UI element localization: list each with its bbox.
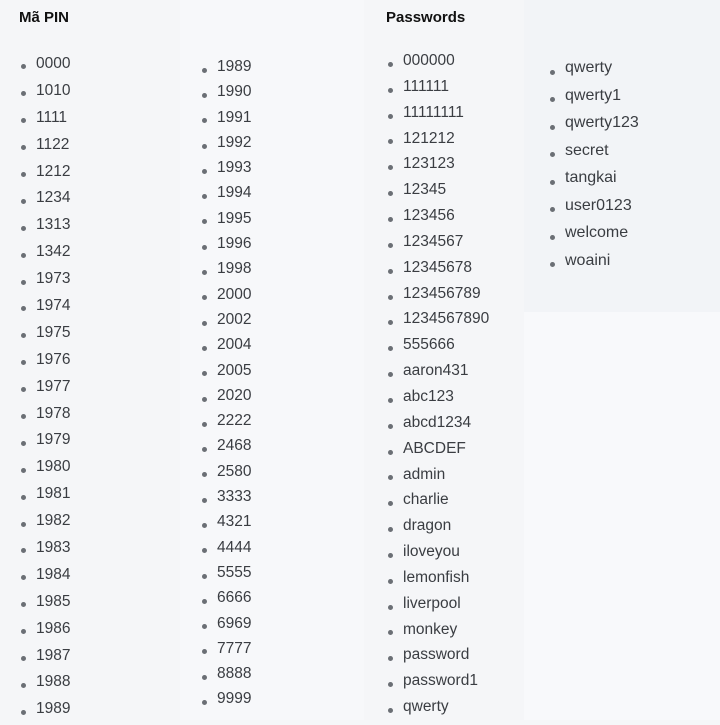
list-item: 4321 — [200, 512, 251, 537]
list-item: 0000 — [19, 53, 70, 80]
list-item: monkey — [386, 620, 489, 646]
list-item: 1984 — [19, 564, 70, 591]
list-item: 4444 — [200, 538, 251, 563]
list-item: lemonfish — [386, 568, 489, 594]
list-item: 1992 — [200, 133, 251, 158]
list-item: qwerty — [548, 58, 639, 86]
list-item: 1987 — [19, 645, 70, 672]
list-item: 1980 — [19, 456, 70, 483]
list-item: password — [386, 645, 489, 671]
list-item: 1975 — [19, 322, 70, 349]
list-item: iloveyou — [386, 542, 489, 568]
list-item: 1989 — [19, 698, 70, 725]
list-item: qwerty123 — [548, 113, 639, 141]
list-item: 123123 — [386, 154, 489, 180]
list-item: 1342 — [19, 241, 70, 268]
list-item: 1234567 — [386, 232, 489, 258]
list-item: secret — [548, 141, 639, 169]
list-item: admin — [386, 465, 489, 491]
list-item: 1976 — [19, 349, 70, 376]
list-item: 1994 — [200, 183, 251, 208]
list-item: 1979 — [19, 429, 70, 456]
list-item: 555666 — [386, 335, 489, 361]
list-item: 7777 — [200, 639, 251, 664]
list-item: 1010 — [19, 80, 70, 107]
list-item: password1 — [386, 671, 489, 697]
list-item: 11111111 — [386, 103, 489, 129]
list-item: 5555 — [200, 563, 251, 588]
list-item: 6969 — [200, 614, 251, 639]
list-item: liverpool — [386, 594, 489, 620]
list-item: 9999 — [200, 689, 251, 714]
list-item: 1998 — [200, 259, 251, 284]
pin-list-column-1 — [19, 53, 70, 725]
list-item: 000000 — [386, 51, 489, 77]
list-item: charlie — [386, 490, 489, 516]
list-item: 12345 — [386, 180, 489, 206]
list-item: 1111 — [19, 107, 70, 134]
list-item: 121212 — [386, 129, 489, 155]
password-section-title: Passwords — [386, 9, 466, 26]
list-item: 1981 — [19, 483, 70, 510]
list-item: 8888 — [200, 664, 251, 689]
list-item: 1989 — [200, 57, 251, 82]
list-item: woaini — [548, 251, 639, 279]
list-item: 1973 — [19, 268, 70, 295]
list-item: qwerty1 — [548, 86, 639, 114]
list-item: 1983 — [19, 537, 70, 564]
list-item: abcd1234 — [386, 413, 489, 439]
list-item: 2005 — [200, 361, 251, 386]
list-item: 2580 — [200, 462, 251, 487]
list-item: 1212 — [19, 161, 70, 188]
password-list-column-1 — [386, 51, 489, 723]
list-item: 1986 — [19, 618, 70, 645]
list-item: 1974 — [19, 295, 70, 322]
list-item: dragon — [386, 516, 489, 542]
list-item: user0123 — [548, 196, 639, 224]
list-item: welcome — [548, 223, 639, 251]
empty-panel-background — [524, 312, 720, 720]
list-item: ABCDEF — [386, 439, 489, 465]
list-item: abc123 — [386, 387, 489, 413]
list-item: 1988 — [19, 671, 70, 698]
list-item: 2020 — [200, 386, 251, 411]
list-item: 1991 — [200, 108, 251, 133]
list-item: 2002 — [200, 310, 251, 335]
pin-list-column-2 — [200, 57, 251, 715]
list-item: 2222 — [200, 411, 251, 436]
list-item: 2468 — [200, 436, 251, 461]
list-item: 1993 — [200, 158, 251, 183]
list-item: 123456789 — [386, 284, 489, 310]
list-item: 6666 — [200, 588, 251, 613]
list-item: 1982 — [19, 510, 70, 537]
list-item: 12345678 — [386, 258, 489, 284]
list-item: 1122 — [19, 134, 70, 161]
list-item: 2000 — [200, 285, 251, 310]
list-item: 1978 — [19, 403, 70, 430]
list-item: 1996 — [200, 234, 251, 259]
list-item: 1977 — [19, 376, 70, 403]
password-list-column-2 — [548, 58, 639, 278]
pin-section-title: Mã PIN — [19, 9, 70, 26]
list-item: 1313 — [19, 214, 70, 241]
list-item: 111111 — [386, 77, 489, 103]
list-item: 1985 — [19, 591, 70, 618]
list-item: 123456 — [386, 206, 489, 232]
list-item: 3333 — [200, 487, 251, 512]
list-item: qwerty — [386, 697, 489, 723]
list-item: 1234567890 — [386, 309, 489, 335]
list-item: 1990 — [200, 82, 251, 107]
list-item: aaron431 — [386, 361, 489, 387]
list-item: tangkai — [548, 168, 639, 196]
list-item: 1234 — [19, 187, 70, 214]
list-item: 2004 — [200, 335, 251, 360]
list-item: 1995 — [200, 209, 251, 234]
